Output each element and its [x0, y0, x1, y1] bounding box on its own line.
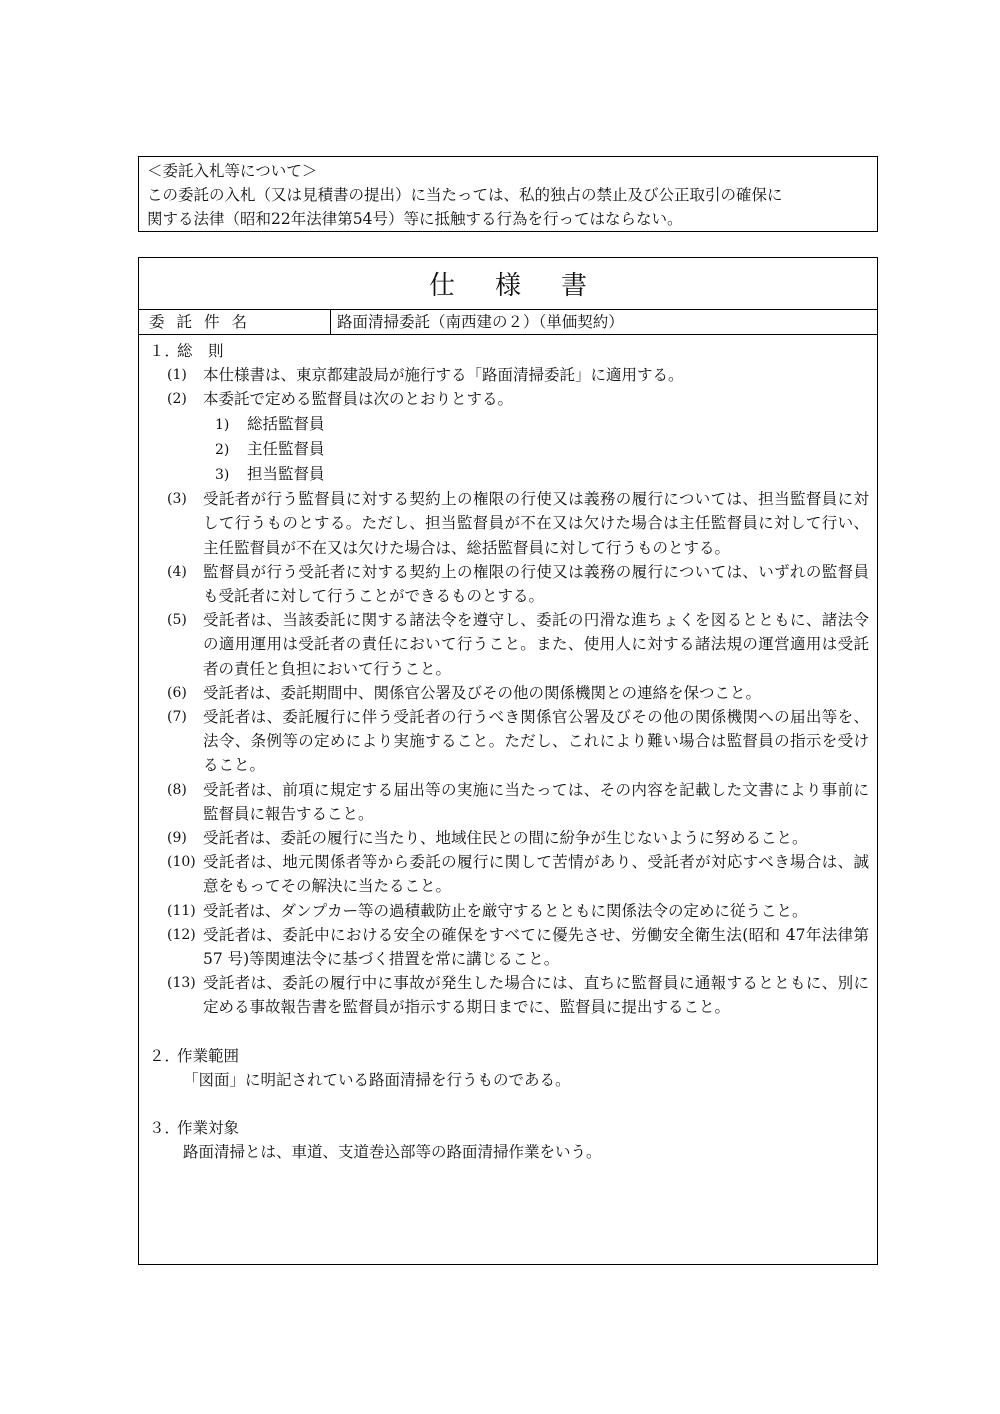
- contract-name-value: 路面清掃委託（南西建の２）（単価契約）: [337, 313, 624, 331]
- notice-line: 関する法律（昭和22年法律第54号）等に抵触する行為を行ってはならない。: [147, 210, 683, 228]
- section-number: ３．: [149, 1119, 181, 1138]
- clause: [167, 608, 869, 681]
- clause-text: 受託者は、前項に規定する届出等の実施に当たっては、その内容を記載した文書により事前に監督員に報告すること。: [203, 780, 869, 823]
- clause: [167, 705, 869, 778]
- clause-text: 受託者は、委託期間中、関係官公署及びその他の関係機関との連絡を保つこと。: [203, 683, 762, 702]
- notice-heading: ＜委託入札等について＞: [147, 162, 318, 180]
- spec-body: [139, 335, 877, 1165]
- section-text: 路面清掃とは、車道、支道巻込部等の路面清掃作業をいう。: [183, 1143, 602, 1162]
- clause-text: 受託者は、委託履行に伴う受託者の行うべき関係官公署及びその他の関係機関への届出等を、法令、条例等の定めにより実施すること。ただし、これにより難い場合は監督員の指示を受けること。: [203, 708, 869, 775]
- clause-number: (2): [167, 391, 187, 408]
- supervisor-title: 総括監督員: [247, 414, 325, 433]
- clause-text: 受託者は、委託中における安全の確保をすべてに優先させ、労働安全衛生法(昭和 47年法律第 57 号)等関連法令に基づく措置を常に講じること。: [203, 925, 869, 969]
- notice-line: この委託の入札（又は見積書の提出）に当たっては、私的独占の禁止及び公正取引の確保に: [147, 186, 783, 204]
- spec-title: 仕様書: [139, 258, 877, 310]
- clause-number: (11): [167, 902, 196, 919]
- section-number: １．: [149, 342, 181, 360]
- clause-number: (7): [167, 709, 187, 726]
- clause-number: (6): [167, 684, 187, 701]
- clause-number: (8): [167, 781, 187, 798]
- clause-text: 監督員が行う受託者に対する契約上の権限の行使又は義務の履行については、いずれの監督員も受託者に対して行うことができるものとする。: [203, 562, 869, 606]
- specification-box: [138, 257, 878, 1265]
- clause: [167, 826, 869, 850]
- supervisor-item: [215, 412, 869, 437]
- contract-name-row: [139, 310, 877, 335]
- clause-number: (4): [167, 563, 187, 580]
- section-text: 「図面」に明記されている路面清掃を行うものである。: [183, 1070, 571, 1089]
- supervisor-title: 担当監督員: [247, 465, 325, 484]
- clause: [167, 487, 869, 560]
- clause-text: 本仕様書は、東京都建設局が施行する「路面清掃委託」に適用する。: [203, 366, 684, 385]
- supervisor-item: [215, 437, 869, 462]
- clause: [167, 778, 869, 826]
- supervisor-item: [215, 462, 869, 487]
- section-heading: [147, 339, 869, 363]
- supervisor-title: 主任監督員: [247, 439, 325, 458]
- clause-text: 受託者が行う監督員に対する契約上の権限の行使又は義務の履行については、担当監督員に対して行うものとする。ただし、担当監督員が不在又は欠けた場合は主任監督員に対して行い、主任監督員が不在又は欠けた場合は、総括監督員に対して行うものとする。: [203, 490, 869, 557]
- clause-number: (13): [167, 975, 196, 992]
- clause: [167, 850, 869, 898]
- clause-text: 受託者は、地元関係者等から委託の履行に関して苦情があり、受託者が対応すべき場合は、誠意をもってその解決に当たること。: [203, 853, 869, 896]
- clause-number: (3): [167, 491, 187, 508]
- section-title: 総 則: [177, 342, 224, 360]
- section-heading: [147, 1116, 869, 1140]
- clause-number: (1): [167, 367, 187, 384]
- section-heading: [147, 1044, 869, 1068]
- clause-number: (12): [167, 926, 196, 943]
- clause-number: (9): [167, 830, 187, 847]
- clause-text: 受託者は、当該委託に関する諸法令を遵守し、委託の円滑な進ちょくを図るとともに、諸法令の適用運用は受託者の責任において行うこと。また、使用人に対する諸法規の運営適用は受託者の責任と負担において行うこと。: [203, 611, 869, 678]
- clause-number: (5): [167, 612, 187, 629]
- supervisor-number: 2): [215, 441, 230, 458]
- clause-text: 受託者は、委託の履行中に事故が発生した場合には、直ちに監督員に通報するとともに、別に定める事故報告書を監督員が指示する期日までに、監督員に提出すること。: [203, 974, 869, 1017]
- section-title: 作業範囲: [177, 1046, 240, 1065]
- clause-text: 受託者は、ダンプカー等の過積載防止を厳守するとともに関係法令の定めに従うこと。: [203, 901, 808, 920]
- contract-name-label: 委託件名: [139, 310, 331, 334]
- clause: [167, 923, 869, 971]
- clause: [167, 899, 869, 923]
- supervisor-number: 1): [215, 416, 230, 433]
- clause-text: 受託者は、委託の履行に当たり、地域住民との間に紛争が生じないように努めること。: [203, 829, 808, 848]
- section-title: 作業対象: [177, 1119, 240, 1138]
- clause: [167, 387, 869, 411]
- bidding-notice-box: [138, 156, 878, 232]
- clause-number: (10): [167, 854, 196, 871]
- clause: [167, 681, 869, 705]
- clause: [167, 560, 869, 608]
- clause-text: 本委託で定める監督員は次のとおりとする。: [203, 390, 514, 409]
- supervisor-number: 3): [215, 467, 230, 484]
- clause: [167, 363, 869, 387]
- clause: [167, 971, 869, 1019]
- section-number: ２．: [149, 1046, 181, 1065]
